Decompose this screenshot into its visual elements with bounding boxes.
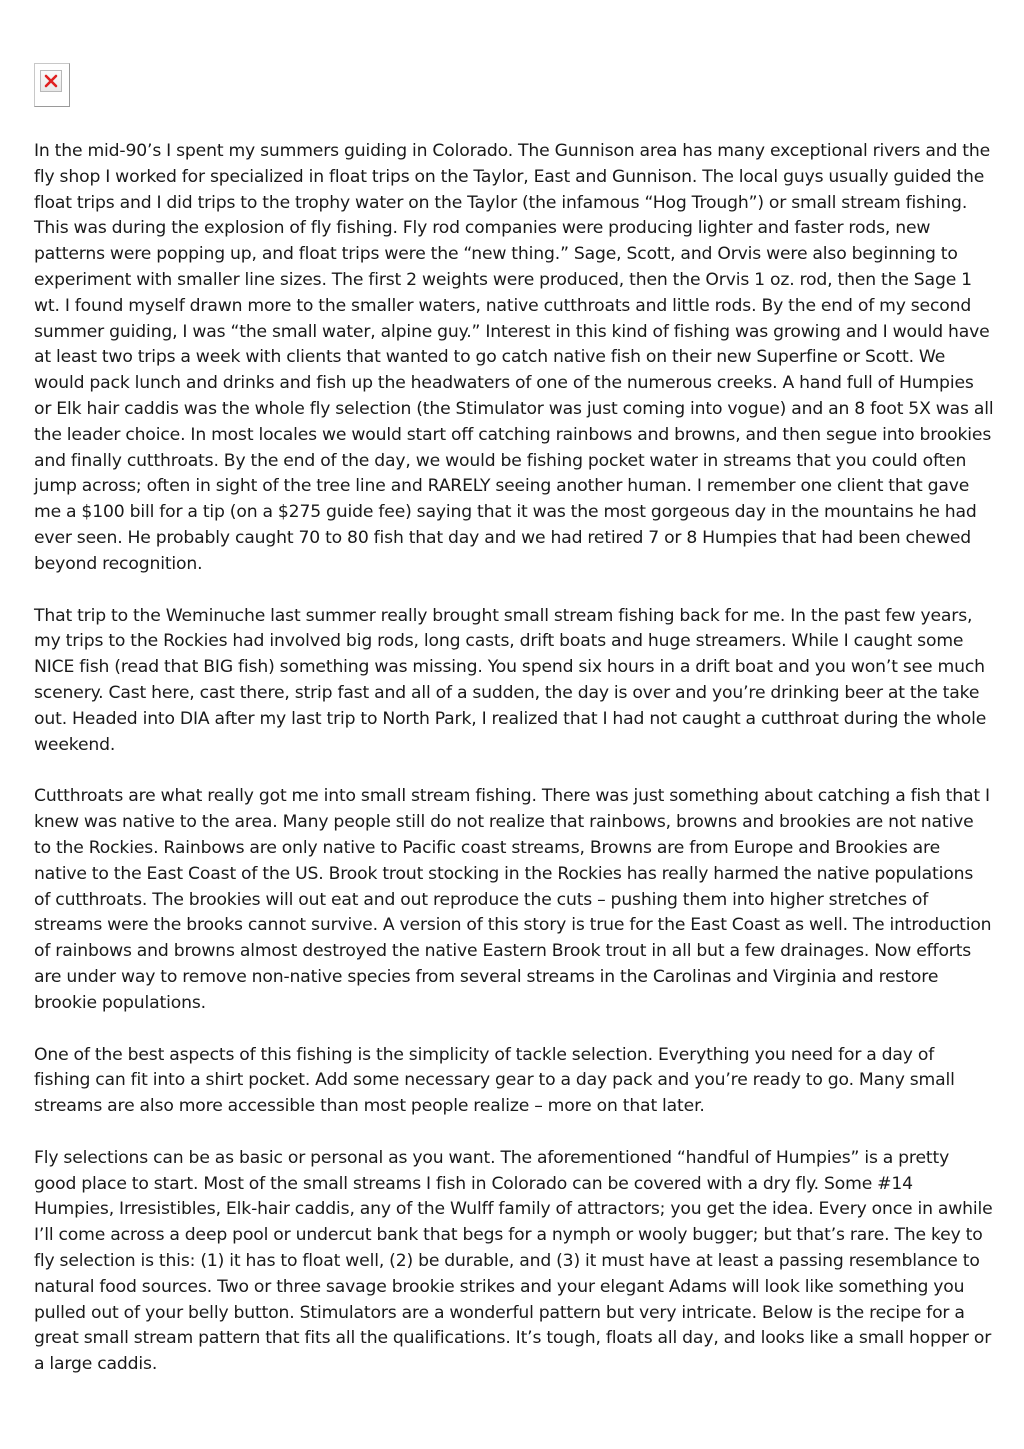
paragraph-guiding-in-colorado: In the mid-90’s I spent my summers guiding in Colorado. The Gunnison area has many exceptional rivers and the fly shop I worked for specialized in float trips on the Taylor, East and Gunnison. The local guys usually guided the float trips and I did trips to the trophy water on the Taylor (the infamous “Hog Trough”) or small stream fishing. This was during the explosion of fly fishing. Fly rod companies were producing lighter and faster rods, new patterns were popping up, and float trips were the “new thing.” Sage, Scott, and Orvis were also beginning to experiment with smaller line sizes. The first 2 weights were produced, then the Orvis 1 oz. rod, then the Sage 1 wt. I found myself drawn more to the smaller waters, native cutthroats and little rods. By the end of my second summer guiding, I was “the small water, alpine guy.” Interest in this kind of fishing was growing and I would have at least two trips a week with clients that wanted to go catch native fish on their new Superfine or Scott. We would pack lunch and drinks and fish up the headwaters of one of the numerous creeks. A hand full of Humpies or Elk hair caddis was the whole fly selection (the Stimulator was just coming into vogue) and an 8 foot 5X was all the leader choice. In most locales we would start off catching rainbows and browns, and then segue into brookies and finally cutthroats. By the end of the day, we would be fishing pocket water in streams that you could often jump across; often in sight of the tree line and RARELY seeing another human. I remember one client that gave me a $100 bill for a tip (on a $275 guide fee) saying that it was the most gorgeous day in the mountains he had ever seen. He probably caught 70 to 80 fish that day and we had retired 7 or 8 Humpies that had been chewed beyond recognition. [34,141,994,574]
article-body [34,139,994,1404]
close-x-icon [44,74,58,88]
paragraph-weminuche-trip: That trip to the Weminuche last summer really brought small stream fishing back for me. In the past few years, my trips to the Rockies had involved big rods, long casts, drift boats and huge streamers. While I caught some NICE fish (read that BIG fish) something was missing. You spend six hours in a drift boat and you won’t see much scenery. Cast here, cast there, strip fast and all of a sudden, the day is over and you’re drinking beer at the take out. Headed into DIA after my last trip to North Park, I realized that I had not caught a cutthroat during the whole weekend. [34,605,987,755]
broken-image-frame [40,70,62,92]
paragraph-fly-selections: Fly selections can be as basic or personal as you want. The aforementioned “handful of Humpies” is a pretty good place to start. Most of the small streams I fish in Colorado can be covered with a dry fly. Some #14 Humpies, Irresistibles, Elk-hair caddis, any of the Wulff family of attractors; you get the idea. Every once in awhile I’ll come across a deep pool or undercut bank that begs for a nymph or wooly bugger; but that’s rare. The key to fly selection is this: (1) it has to float well, (2) be durable, and (3) it must have at least a passing resemblance to natural food sources. Two or three savage brookie strikes and your elegant Adams will look like something you pulled out of your belly button. Stimulators are a wonderful pattern but very intricate. Below is the recipe for a great small stream pattern that fits all the qualifications. It’s tough, floats all day, and looks like a small hopper or a large caddis. [34,1147,993,1375]
paragraph-cutthroats: Cutthroats are what really got me into small stream fishing. There was just something about catching a fish that I knew was native to the area. Many people still do not realize that rainbows, browns and brookies are not native to the Rockies. Rainbows are only native to Pacific coast streams, Browns are from Europe and Brookies are native to the East Coast of the US. Brook trout stocking in the Rockies has really harmed the native populations of cutthroats. The brookies will out eat and out reproduce the cuts – pushing them into higher stretches of streams were the brooks cannot survive. A version of this story is true for the East Coast as well. The introduction of rainbows and browns almost destroyed the native Eastern Brook trout in all but a few drainages. Now efforts are under way to remove non-native species from several streams in the Carolinas and Virginia and restore brookie populations. [34,786,992,1013]
broken-image-icon [34,63,70,107]
paragraph-tackle-selection: One of the best aspects of this fishing is the simplicity of tackle selection. Everything you need for a day of fishing can fit into a shirt pocket. Add some necessary gear to a day pack and you’re ready to go. Many small streams are also more accessible than most people realize – more on that later. [34,1044,955,1117]
